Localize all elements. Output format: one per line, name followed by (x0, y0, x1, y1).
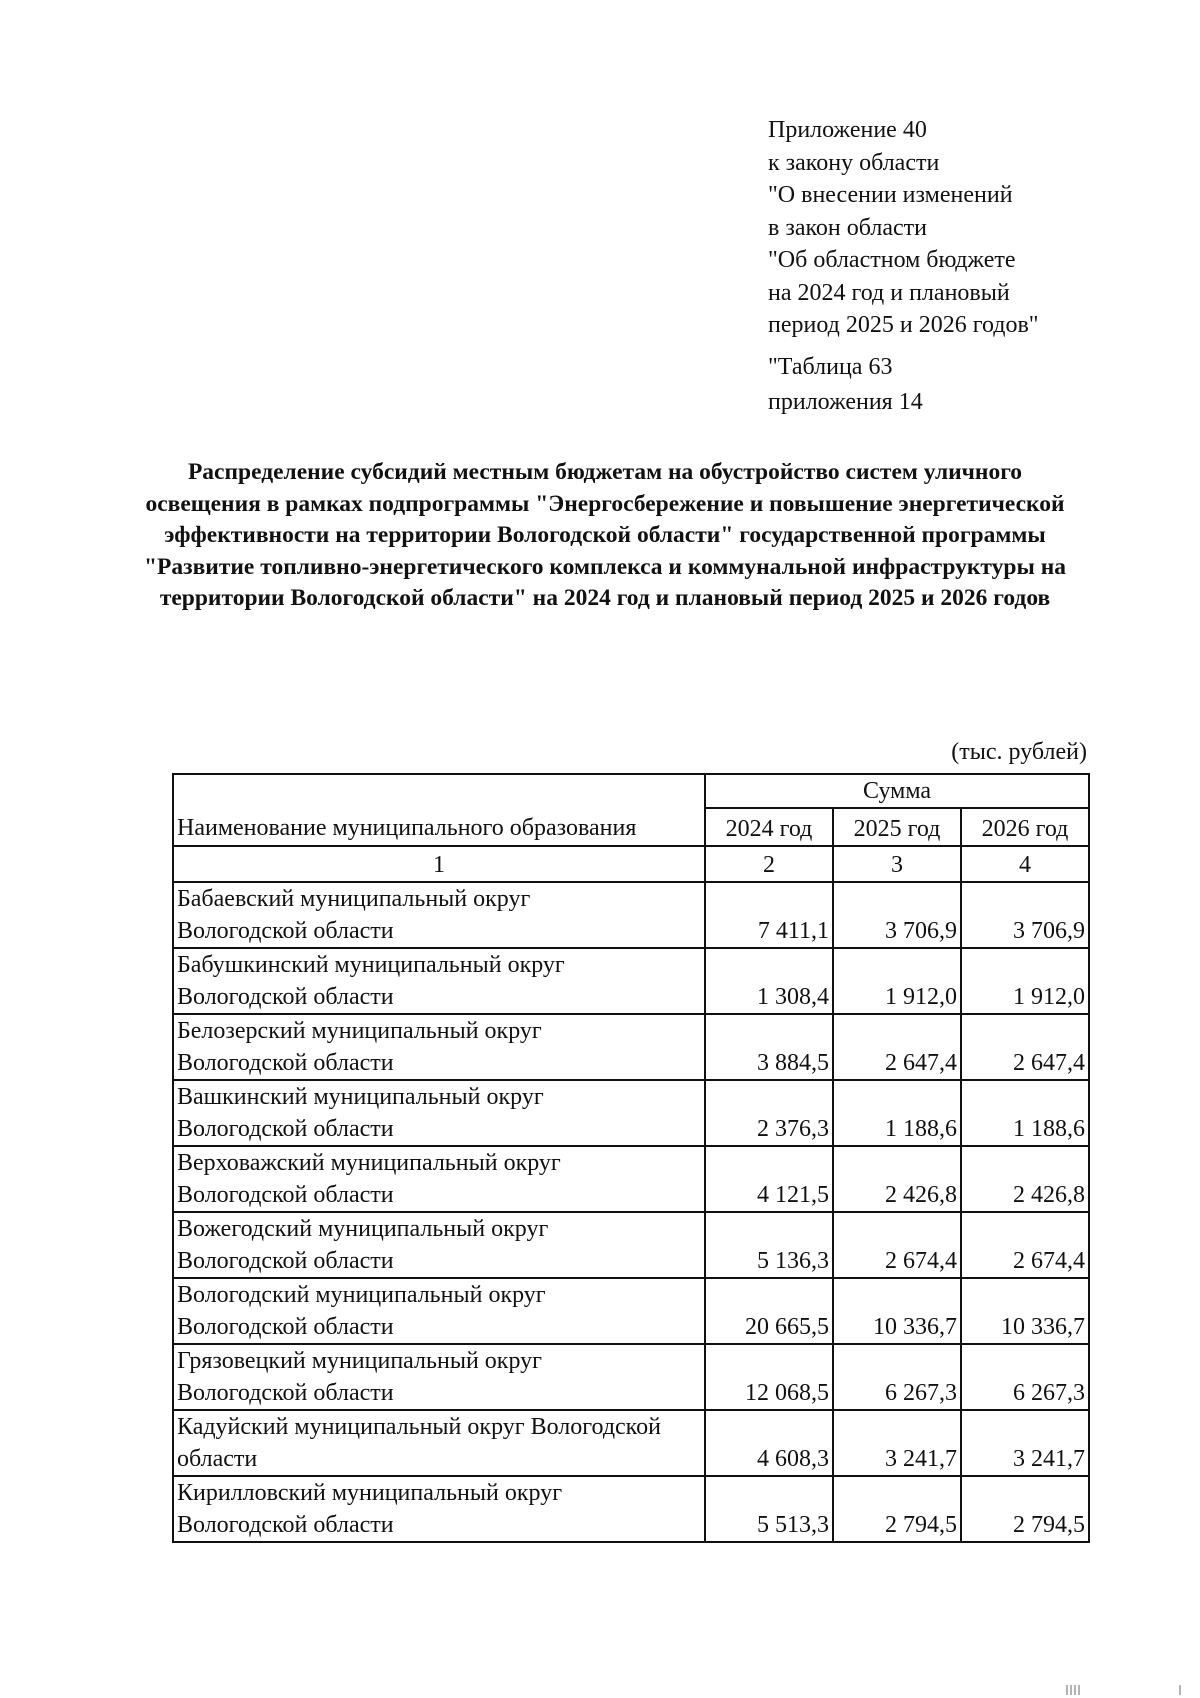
table-row (173, 1278, 1089, 1344)
value-2024: 20 665,5 (705, 1278, 833, 1344)
value-2024: 5 136,3 (705, 1212, 833, 1278)
value-2025: 10 336,7 (833, 1278, 961, 1344)
appendix-line: Приложение 40 (768, 117, 927, 143)
table-row (173, 1344, 1089, 1410)
value-2024: 3 884,5 (705, 1014, 833, 1080)
index-cell: 2 (705, 846, 833, 882)
scan-marks-graphic (1065, 1685, 1185, 1695)
value-2024: 7 411,1 (705, 882, 833, 948)
index-cell: 1 (173, 846, 705, 882)
scan-edge-marks (1065, 1685, 1185, 1698)
value-2025: 3 706,9 (833, 882, 961, 948)
appendix-reference (768, 114, 1128, 342)
table-row (173, 1146, 1089, 1212)
table-reference (768, 350, 1128, 420)
municipality-name: Кадуйский муниципальный округ Вологодской области (173, 1410, 705, 1476)
value-2026: 3 706,9 (961, 882, 1089, 948)
value-2025: 1 912,0 (833, 948, 961, 1014)
municipality-name: Вашкинский муниципальный округ Вологодской области (173, 1080, 705, 1146)
municipality-name: Верховажский муниципальный округ Вологодской области (173, 1146, 705, 1212)
table-row (173, 1476, 1089, 1542)
value-2025: 6 267,3 (833, 1344, 961, 1410)
municipality-name: Грязовецкий муниципальный округ Вологодской области (173, 1344, 705, 1410)
appendix-line: к закону области (768, 149, 940, 176)
value-2025: 3 241,7 (833, 1410, 961, 1476)
municipality-name: Кирилловский муниципальный округ Вологодской области (173, 1476, 705, 1542)
table-row (173, 1080, 1089, 1146)
appendix-line: "Об областном бюджете (768, 247, 1016, 273)
table-row (173, 1410, 1089, 1476)
municipality-name: Вологодский муниципальный округ Вологодской области (173, 1278, 705, 1344)
appendix-line: в закон области (768, 214, 927, 241)
table-ref-line: "Таблица 63 (768, 354, 893, 380)
value-2025: 2 647,4 (833, 1014, 961, 1080)
document-title: Распределение субсидий местным бюджетам на обустройство систем уличного освещения в рамках подпрограммы "Энергосбережение и повышение энергетической эффективности на территории Вологодской области" государственной программы "Развитие топливно-энергетического комплекса и коммунальной инфраструктуры на территории Вологодской области" на 2024 год и плановый период 2025 и 2026 годов (144, 459, 1066, 611)
units-label: (тыс. рублей) (951, 739, 1087, 765)
value-2024: 2 376,3 (705, 1080, 833, 1146)
subsidy-table (172, 773, 1090, 1543)
table-row (173, 1014, 1089, 1080)
value-2026: 2 426,8 (961, 1146, 1089, 1212)
appendix-line: на 2024 год и плановый (768, 279, 1010, 306)
header-municipality: Наименование муниципального образования (173, 774, 705, 846)
municipality-name: Вожегодский муниципальный округ Вологодской области (173, 1212, 705, 1278)
value-2026: 10 336,7 (961, 1278, 1089, 1344)
header-sum: Сумма (705, 774, 1089, 808)
index-cell: 3 (833, 846, 961, 882)
municipality-name: Бабаевский муниципальный округ Вологодской области (173, 882, 705, 948)
appendix-line: период 2025 и 2026 годов" (768, 312, 1039, 338)
value-2025: 2 426,8 (833, 1146, 961, 1212)
appendix-line: "О внесении изменений (768, 182, 1013, 208)
value-2024: 4 121,5 (705, 1146, 833, 1212)
municipality-name: Белозерский муниципальный округ Вологодской области (173, 1014, 705, 1080)
value-2024: 1 308,4 (705, 948, 833, 1014)
index-row (173, 846, 1089, 882)
value-2026: 2 794,5 (961, 1476, 1089, 1542)
header-year-2026: 2026 год (961, 808, 1089, 846)
value-2025: 1 188,6 (833, 1080, 961, 1146)
value-2025: 2 794,5 (833, 1476, 961, 1542)
header-year-2024: 2024 год (705, 808, 833, 846)
value-2026: 1 912,0 (961, 948, 1089, 1014)
value-2024: 4 608,3 (705, 1410, 833, 1476)
value-2026: 6 267,3 (961, 1344, 1089, 1410)
table-row (173, 882, 1089, 948)
municipality-name: Бабушкинский муниципальный округ Вологодской области (173, 948, 705, 1014)
value-2025: 2 674,4 (833, 1212, 961, 1278)
value-2024: 5 513,3 (705, 1476, 833, 1542)
value-2026: 2 647,4 (961, 1014, 1089, 1080)
header-year-2025: 2025 год (833, 808, 961, 846)
value-2026: 3 241,7 (961, 1410, 1089, 1476)
value-2024: 12 068,5 (705, 1344, 833, 1410)
value-2026: 2 674,4 (961, 1212, 1089, 1278)
table-row (173, 1212, 1089, 1278)
index-cell: 4 (961, 846, 1089, 882)
table-ref-line: приложения 14 (768, 389, 923, 415)
table-row (173, 948, 1089, 1014)
value-2026: 1 188,6 (961, 1080, 1089, 1146)
